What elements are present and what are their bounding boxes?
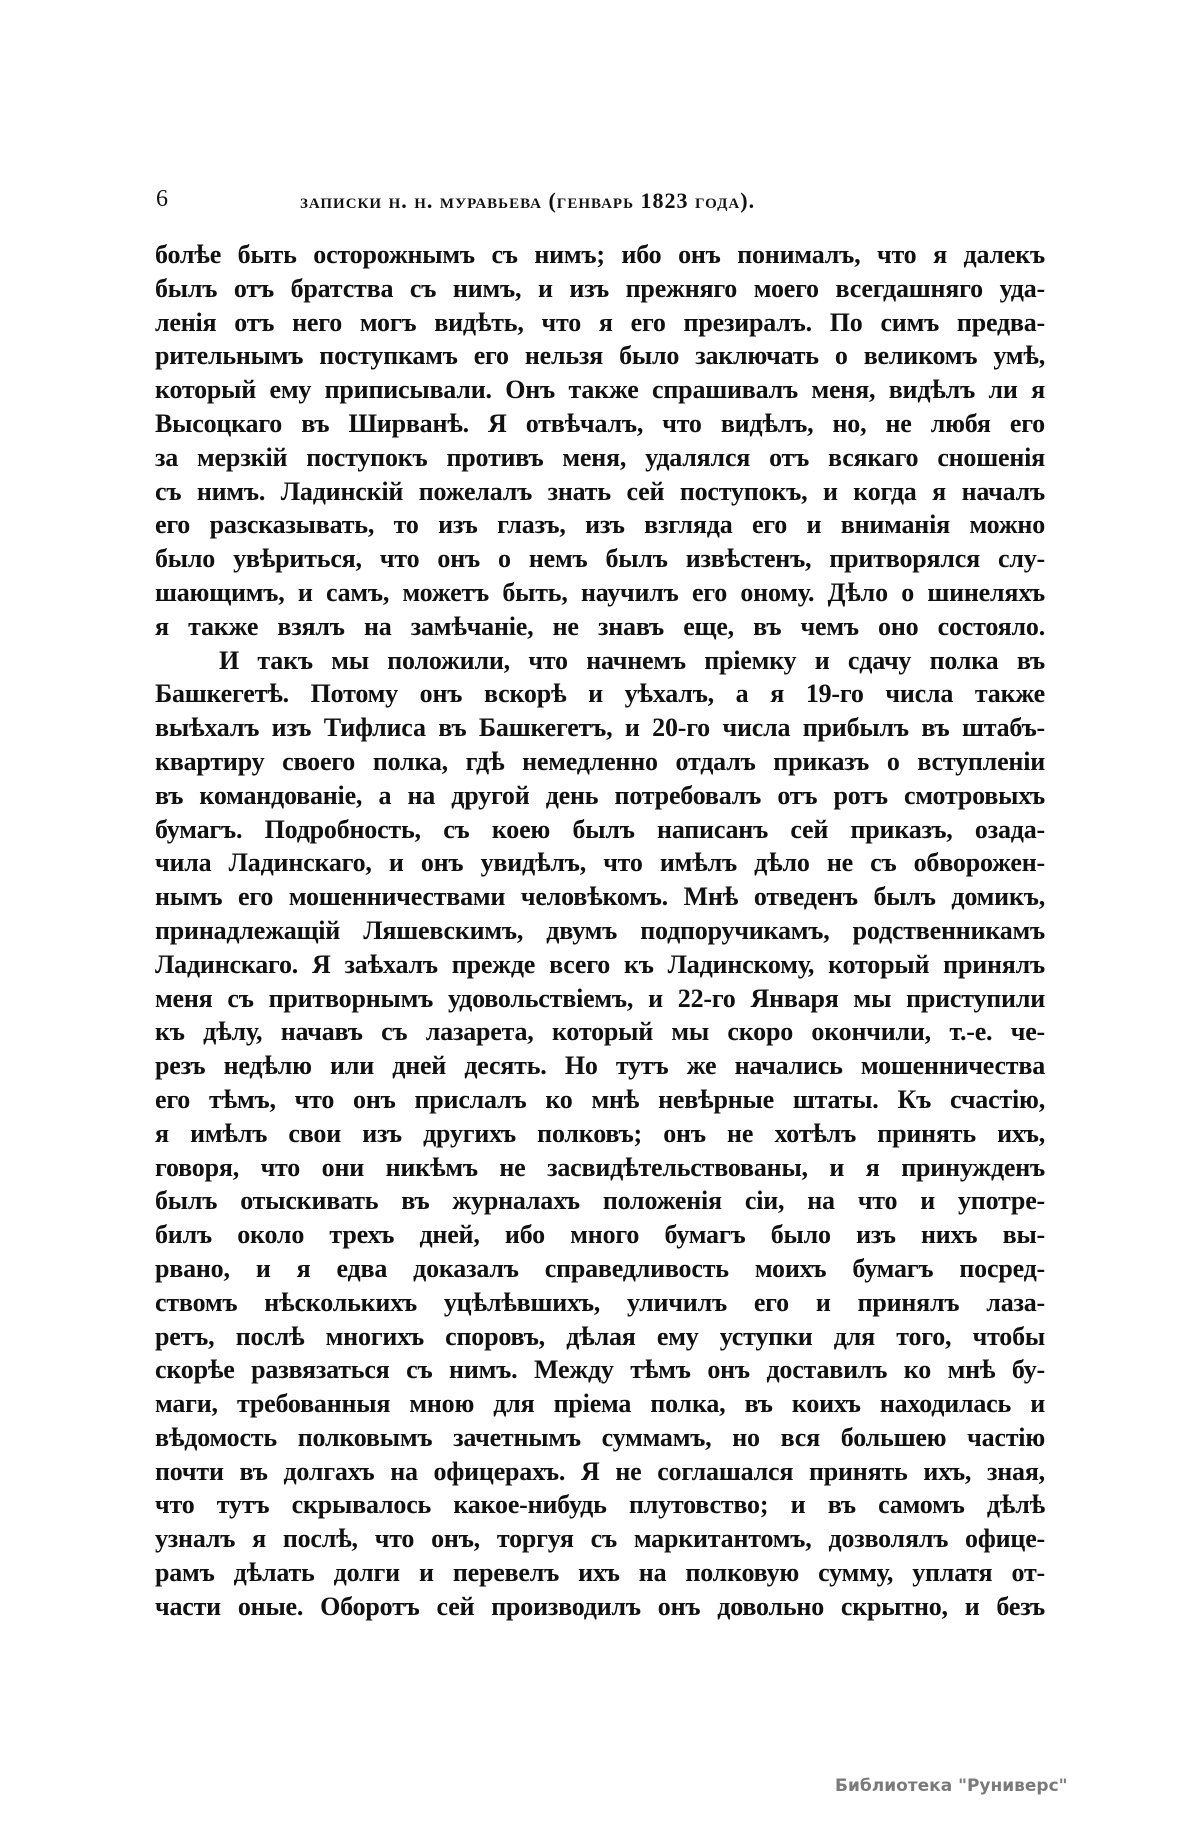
text-line: былъ отъ братства съ нимъ, и изъ прежняго моего всегдашняго уда- xyxy=(155,273,1045,303)
text-line: И такъ мы положили, что начнемъ пріемку и сдачу полка въ xyxy=(219,645,1045,675)
text-line: было увѣриться, что онъ о немъ былъ извѣстенъ, притворялся слу- xyxy=(155,544,1045,574)
text-line: квартиру своего полка, гдѣ немедленно отдалъ приказъ о вступленіи xyxy=(155,746,1045,776)
text-line: билъ около трехъ дней, ибо много бумагъ было изъ нихъ вы- xyxy=(155,1220,1045,1250)
text-line: принадлежащій Ляшевскимъ, двумъ подпоручикамъ, родственникамъ xyxy=(155,915,1045,945)
body-text xyxy=(155,238,1045,1624)
paragraph xyxy=(155,644,1045,1624)
page-number: 6 xyxy=(156,186,168,212)
text-line: его разсказывать, то изъ глазъ, изъ взгляда его и вниманія можно xyxy=(155,510,1045,540)
library-watermark: Библиотека "Руниверс" xyxy=(835,1776,1068,1796)
text-line: резъ недѣлю или дней десять. Но тутъ же начались мошенничества xyxy=(155,1051,1045,1081)
text-line: съ нимъ. Ладинскій пожелалъ знать сей поступокъ, и когда я началъ xyxy=(155,476,1045,506)
running-title: записки н. н. муравьева (генварь 1823 года). xyxy=(300,188,756,213)
text-line: вѣдомость полковымъ зачетнымъ суммамъ, но вся большею частію xyxy=(155,1422,1045,1452)
text-line: почти въ долгахъ на офицерахъ. Я не соглашался принять ихъ, зная, xyxy=(155,1456,1045,1486)
text-line: къ дѣлу, начавъ съ лазарета, который мы скоро окончили, т.-е. че- xyxy=(155,1017,1045,1047)
text-line: узналъ я послѣ, что онъ, торгуя съ маркитантомъ, дозволялъ офице- xyxy=(155,1524,1045,1554)
text-line: чила Ладинскаго, и онъ увидѣлъ, что имѣлъ дѣло не съ обворожен- xyxy=(155,848,1045,878)
text-line: Высоцкаго въ Ширванѣ. Я отвѣчалъ, что видѣлъ, но, не любя его xyxy=(155,408,1045,438)
text-line: говоря, что они никѣмъ не засвидѣтельствованы, и я принужденъ xyxy=(155,1152,1045,1182)
text-line: его тѣмъ, что онъ прислалъ ко мнѣ невѣрные штаты. Къ счастію, xyxy=(155,1084,1045,1114)
text-line: рительнымъ поступкамъ его нельзя было заключать о великомъ умѣ, xyxy=(155,341,1045,371)
text-line: ствомъ нѣсколькихъ уцѣлѣвшихъ, уличилъ его и принялъ лаза- xyxy=(155,1287,1045,1317)
text-line: бумагъ. Подробность, съ коею былъ написанъ сей приказъ, озада- xyxy=(155,814,1045,844)
text-line: нымъ его мошенничествами человѣкомъ. Мнѣ отведенъ былъ домикъ, xyxy=(155,882,1045,912)
text-line: болѣе быть осторожнымъ съ нимъ; ибо онъ понималъ, что я далекъ xyxy=(155,240,1045,269)
text-line: маги, требованныя мною для пріема полка, въ коихъ находилась и xyxy=(155,1389,1045,1419)
text-line: что тутъ скрывалось какое-нибудь плутовство; и въ самомъ дѣлѣ xyxy=(155,1490,1045,1520)
text-line: рвано, и я едва доказалъ справедливость моихъ бумагъ посред- xyxy=(155,1253,1045,1283)
text-line: выѣхалъ изъ Тифлиса въ Башкегетъ, и 20-го числа прибылъ въ штабъ- xyxy=(155,713,1045,743)
text-line: рамъ дѣлать долги и перевелъ ихъ на полковую сумму, уплатя от- xyxy=(155,1558,1045,1588)
text-line: въ командованіе, а на другой день потребовалъ отъ ротъ смотровыхъ xyxy=(155,780,1045,810)
text-line: который ему приписывали. Онъ также спрашивалъ меня, видѣлъ ли я xyxy=(155,375,1045,405)
text-line: скорѣе развязаться съ нимъ. Между тѣмъ онъ доставилъ ко мнѣ бу- xyxy=(155,1355,1045,1385)
paragraph xyxy=(155,238,1045,644)
text-line: части оные. Оборотъ сей производилъ онъ довольно скрытно, и безъ xyxy=(155,1591,1045,1621)
text-line: я также взялъ на замѣчаніе, не знавъ еще, въ чемъ оно состояло. xyxy=(155,611,1045,641)
text-line: я имѣлъ свои изъ другихъ полковъ; онъ не хотѣлъ принять ихъ, xyxy=(155,1118,1045,1148)
text-line: былъ отыскивать въ журналахъ положенія сіи, на что и употре- xyxy=(155,1186,1045,1216)
text-line: шающимъ, и самъ, можетъ быть, научилъ его оному. Дѣло о шинеляхъ xyxy=(155,577,1045,607)
text-line: Ладинскаго. Я заѣхалъ прежде всего къ Ладинскому, который принялъ xyxy=(155,949,1045,979)
text-line: ретъ, послѣ многихъ споровъ, дѣлая ему уступки для того, чтобы xyxy=(155,1321,1045,1351)
text-line: меня съ притворнымъ удовольствіемъ, и 22-го Января мы приступили xyxy=(155,983,1045,1013)
text-line: за мерзкій поступокъ противъ меня, удалялся отъ всякаго сношенія xyxy=(155,442,1045,472)
text-line: Башкегетѣ. Потому онъ вскорѣ и уѣхалъ, а я 19-го числа также xyxy=(155,679,1045,709)
text-line: ленія отъ него могъ видѣть, что я его презиралъ. По симъ предва- xyxy=(155,307,1045,337)
